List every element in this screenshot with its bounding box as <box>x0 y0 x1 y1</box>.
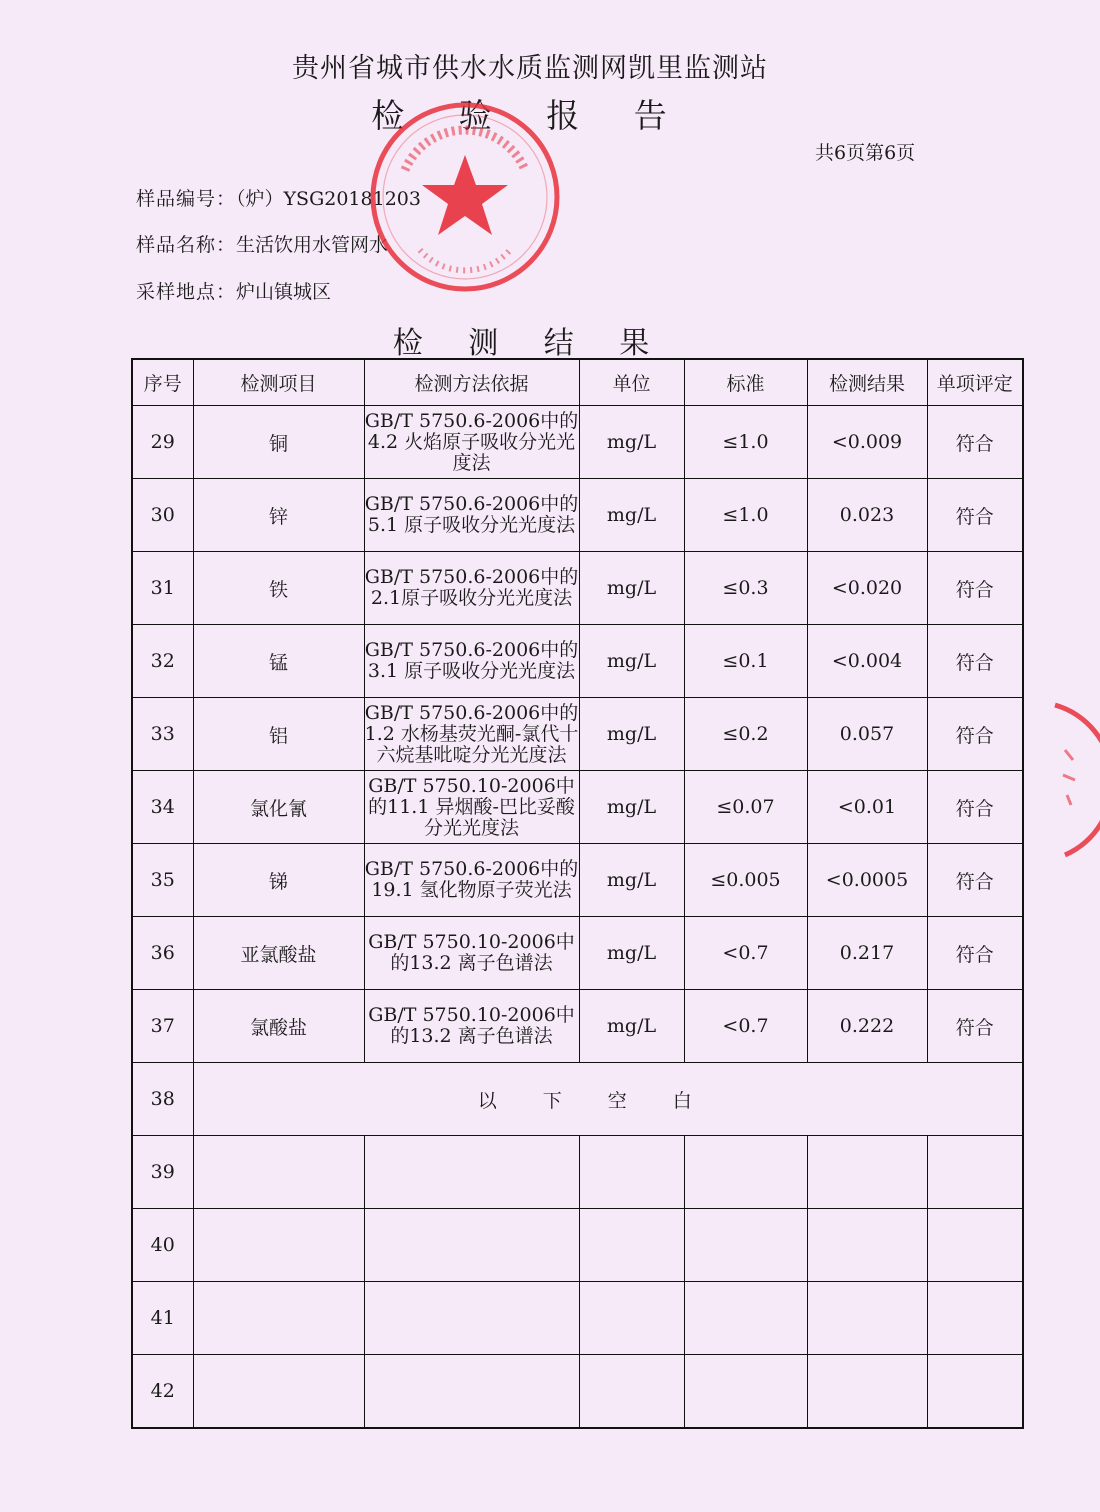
results-table <box>131 358 1024 1429</box>
cell-method: GB/T 5750.6-2006中的2.1原子吸收分光光度法 <box>364 552 579 625</box>
table-row <box>132 771 1023 844</box>
cell-no: 40 <box>132 1209 193 1282</box>
table-header-row <box>132 359 1023 406</box>
cell-standard: ≤0.07 <box>684 771 807 844</box>
results-section-title: 检 测 结 果 <box>392 326 668 361</box>
cell-result: 0.217 <box>807 917 927 990</box>
org-name: 贵州省城市供水水质监测网凯里监测站 <box>292 53 768 84</box>
cell-result: <0.009 <box>807 406 927 479</box>
cell-item: 铜 <box>193 406 364 479</box>
cell-no: 30 <box>132 479 193 552</box>
cell-result: 0.057 <box>807 698 927 771</box>
cell-evaluation: 符合 <box>927 917 1023 990</box>
sample-name-value: 生活饮用水管网水 <box>236 234 389 256</box>
cell-unit: mg/L <box>579 917 684 990</box>
cell-unit: mg/L <box>579 625 684 698</box>
table-row <box>132 406 1023 479</box>
cell-unit: mg/L <box>579 844 684 917</box>
sample-location-label: 采样地点： <box>136 281 237 303</box>
cell-no: 31 <box>132 552 193 625</box>
col-header-item: 检测项目 <box>193 359 364 406</box>
cell-result: <0.0005 <box>807 844 927 917</box>
sample-id-value: （炉）YSG20181203 <box>236 188 421 210</box>
cell-unit: mg/L <box>579 698 684 771</box>
cell-method: GB/T 5750.6-2006中的1.2 水杨基荧光酮-氯代十六烷基吡啶分光光度法 <box>364 698 579 771</box>
cell-standard: ≤0.1 <box>684 625 807 698</box>
table-row <box>132 552 1023 625</box>
cell-no: 29 <box>132 406 193 479</box>
cell-item: 锰 <box>193 625 364 698</box>
cell-item: 氯化氰 <box>193 771 364 844</box>
cell-evaluation: 符合 <box>927 479 1023 552</box>
cell-evaluation: 符合 <box>927 625 1023 698</box>
cell-evaluation: 符合 <box>927 406 1023 479</box>
cell-result: <0.01 <box>807 771 927 844</box>
blank-note: 以下空白 <box>193 1063 1023 1136</box>
table-row <box>132 625 1023 698</box>
cell-evaluation: 符合 <box>927 771 1023 844</box>
cell-no: 42 <box>132 1355 193 1429</box>
cell-method: GB/T 5750.6-2006中的19.1 氢化物原子荧光法 <box>364 844 579 917</box>
table-row <box>132 698 1023 771</box>
cell-method: GB/T 5750.10-2006中的11.1 异烟酸-巴比妥酸分光光度法 <box>364 771 579 844</box>
cell-standard: ≤1.0 <box>684 479 807 552</box>
table-row <box>132 844 1023 917</box>
cell-standard: ≤0.2 <box>684 698 807 771</box>
table-row <box>132 990 1023 1063</box>
col-header-no: 序号 <box>132 359 193 406</box>
sample-id-label: 样品编号： <box>136 188 237 210</box>
cell-evaluation: 符合 <box>927 698 1023 771</box>
cell-no: 36 <box>132 917 193 990</box>
cell-unit: mg/L <box>579 771 684 844</box>
table-row-empty <box>132 1355 1023 1429</box>
cell-no: 41 <box>132 1282 193 1355</box>
cell-no: 34 <box>132 771 193 844</box>
cell-method: GB/T 5750.6-2006中的3.1 原子吸收分光光度法 <box>364 625 579 698</box>
table-row-empty <box>132 1209 1023 1282</box>
col-header-result: 检测结果 <box>807 359 927 406</box>
cell-result: 0.023 <box>807 479 927 552</box>
cell-no: 35 <box>132 844 193 917</box>
cell-no: 32 <box>132 625 193 698</box>
cell-unit: mg/L <box>579 406 684 479</box>
cell-standard: ≤0.3 <box>684 552 807 625</box>
cell-no: 37 <box>132 990 193 1063</box>
table-row <box>132 479 1023 552</box>
col-header-method: 检测方法依据 <box>364 359 579 406</box>
cell-method: GB/T 5750.10-2006中的13.2 离子色谱法 <box>364 990 579 1063</box>
cell-item: 锌 <box>193 479 364 552</box>
sample-id-line <box>136 184 421 211</box>
cell-standard: <0.7 <box>684 990 807 1063</box>
cell-item: 亚氯酸盐 <box>193 917 364 990</box>
col-header-standard: 标准 <box>684 359 807 406</box>
cell-no: 33 <box>132 698 193 771</box>
cell-unit: mg/L <box>579 990 684 1063</box>
cell-method: GB/T 5750.10-2006中的13.2 离子色谱法 <box>364 917 579 990</box>
cell-result: 0.222 <box>807 990 927 1063</box>
partial-seal-stamp <box>1045 700 1100 860</box>
sample-location-line <box>136 277 331 304</box>
cell-standard: <0.7 <box>684 917 807 990</box>
cell-unit: mg/L <box>579 479 684 552</box>
cell-item: 氯酸盐 <box>193 990 364 1063</box>
table-row-blank-note <box>132 1063 1023 1136</box>
cell-evaluation: 符合 <box>927 552 1023 625</box>
cell-no: 39 <box>132 1136 193 1209</box>
sample-location-value: 炉山镇城区 <box>236 281 332 303</box>
cell-item: 锑 <box>193 844 364 917</box>
cell-method: GB/T 5750.6-2006中的4.2 火焰原子吸收分光光度法 <box>364 406 579 479</box>
cell-evaluation: 符合 <box>927 844 1023 917</box>
cell-item: 铁 <box>193 552 364 625</box>
page-indicator: 共6页第6页 <box>815 142 916 164</box>
cell-evaluation: 符合 <box>927 990 1023 1063</box>
cell-result: <0.020 <box>807 552 927 625</box>
cell-no: 38 <box>132 1063 193 1136</box>
cell-result: <0.004 <box>807 625 927 698</box>
report-title: 检 验 报 告 <box>371 96 689 135</box>
table-row-empty <box>132 1136 1023 1209</box>
cell-unit: mg/L <box>579 552 684 625</box>
sample-name-label: 样品名称： <box>136 234 237 256</box>
cell-method: GB/T 5750.6-2006中的5.1 原子吸收分光光度法 <box>364 479 579 552</box>
table-row-empty <box>132 1282 1023 1355</box>
sample-name-line <box>136 230 388 257</box>
cell-standard: ≤0.005 <box>684 844 807 917</box>
cell-standard: ≤1.0 <box>684 406 807 479</box>
col-header-unit: 单位 <box>579 359 684 406</box>
col-header-evaluation: 单项评定 <box>927 359 1023 406</box>
table-row <box>132 917 1023 990</box>
cell-item: 铝 <box>193 698 364 771</box>
